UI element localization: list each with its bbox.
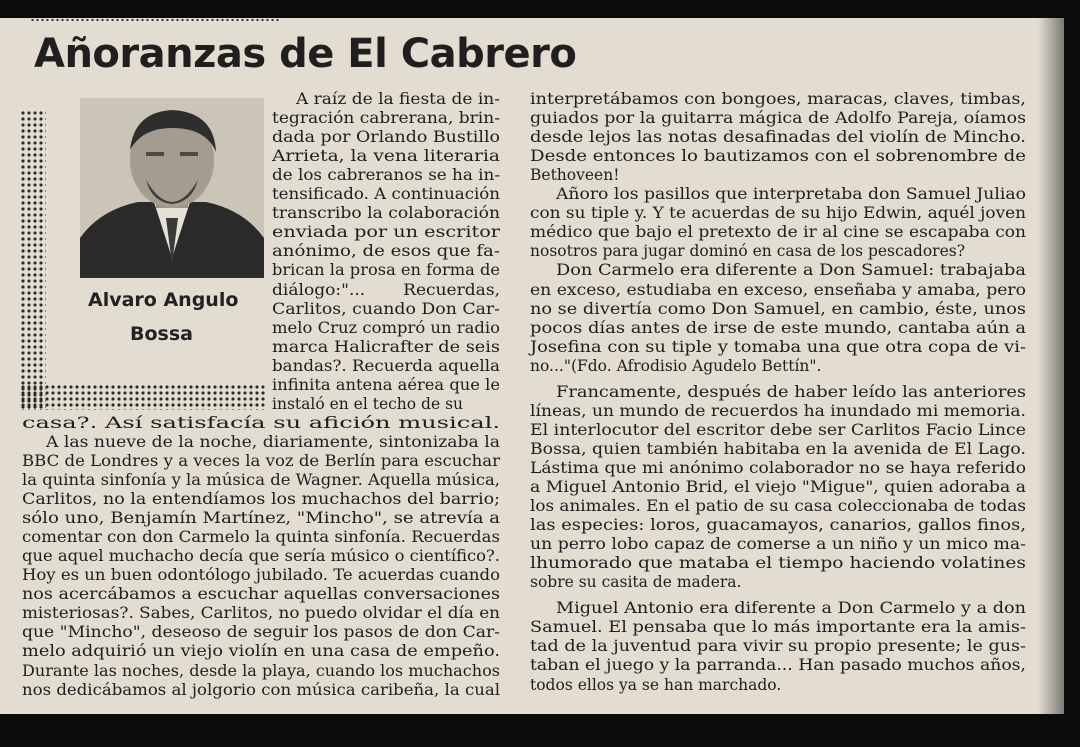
text-line: desde lejos las notas desafinadas del violín de Mincho. xyxy=(530,128,1026,147)
text-line: dada por Orlando Bustillo xyxy=(272,128,500,147)
text-line: las especies: loros, guacamayos, canarios, gallos finos, xyxy=(530,516,1026,535)
halftone-border-left xyxy=(20,110,46,410)
text-line: diálogo:"... Recuerdas, xyxy=(272,280,500,299)
author-name: Alvaro Angulo xyxy=(88,289,239,311)
text-line: instaló en el techo de su xyxy=(272,394,464,413)
text-line: la quinta sinfonía y la música de Wagner. Aquella música, xyxy=(22,471,501,489)
text-line: a Miguel Antonio Brid, el viejo "Migue", quien adoraba a xyxy=(530,478,1026,496)
text-line: enviada por un escritor xyxy=(272,223,501,242)
text-line: Carlitos, cuando Don Car- xyxy=(272,299,500,318)
text-line: Arrieta, la vena literaria xyxy=(272,147,500,166)
text-line: Lástima que mi anónimo colaborador no se haya referido xyxy=(530,458,1026,477)
text-line: Carlitos, no la entendíamos los muchachos del barrio; xyxy=(22,490,501,509)
author-photo xyxy=(80,98,264,278)
text-line: con su tiple y. Y te acuerdas de su hijo Edwin, aquél joven xyxy=(530,204,1027,223)
text-line: infinita antena aérea que le xyxy=(272,375,500,394)
halftone-border-bottom xyxy=(20,384,266,410)
text-line: Hoy es un buen odontólogo jubilado. Te acuerdas cuando xyxy=(22,566,501,585)
page-edge-shadow xyxy=(1038,18,1064,714)
text-line: en exceso, estudiaba en exceso, enseñaba y amaba, pero xyxy=(530,280,1026,299)
text-line: los animales. En el patio de su casa coleccionaba de todas xyxy=(530,497,1026,516)
text-line: que aquel muchacho decía que sería músico o científico?. xyxy=(22,547,501,566)
text-line: un perro lobo capaz de comerse a un niño y un mico ma- xyxy=(530,535,1026,554)
text-line: tegración cabrerana, brin- xyxy=(272,109,500,128)
text-line: sobre su casita de madera. xyxy=(530,573,742,592)
text-line: Samuel. El pensaba que lo más importante era la amis- xyxy=(530,618,1026,637)
text-line: marca Halicrafter de seis xyxy=(272,337,500,356)
text-line: guiados por la guitarra mágica de Adolfo Pareja, oíamos xyxy=(530,109,1026,128)
text-line: tensificado. A continuación xyxy=(272,185,500,204)
text-line: melo adquirió un viejo violín en una casa de empeño. xyxy=(22,642,500,661)
text-line: Josefina con su tiple y tomaba una que otra copa de vi- xyxy=(530,337,1027,356)
text-line: no se divertía como Don Samuel, en cambio, éste, unos xyxy=(530,299,1026,318)
text-line: todos ellos ya se han marchado. xyxy=(530,675,782,694)
text-line: sólo uno, Benjamín Martínez, "Mincho", se atrevía a xyxy=(22,509,501,528)
text-line: anónimo, de esos que fa- xyxy=(272,242,500,261)
text-line: misteriosas?. Sabes, Carlitos, no puedo olvidar el día en xyxy=(22,604,501,623)
text-line: Desde entonces lo bautizamos con el sobrenombre de xyxy=(530,147,1027,166)
text-line: bandas?. Recuerda aquella xyxy=(272,356,501,375)
text-line: A las nueve de la noche, diariamente, sintonizaba la xyxy=(46,432,501,451)
text-line: nosotros para jugar dominó en casa de los pescadores? xyxy=(530,242,966,261)
newspaper-clipping xyxy=(0,18,1064,714)
text-line: que "Mincho", deseoso de seguir los pasos de don Car- xyxy=(22,623,500,642)
text-line: nos dedicábamos al jolgorio con música caribeña, la cual xyxy=(22,680,501,699)
text-line: Durante las noches, desde la playa, cuando los muchachos xyxy=(22,661,501,680)
text-line: Bossa, quien también habitaba en la avenida de El Lago. xyxy=(530,439,1026,458)
text-line: comentar con don Carmelo la quinta sinfonía. Recuerdas xyxy=(22,528,500,547)
text-line: transcribo la colaboración xyxy=(272,204,501,223)
text-line: casa?. Así satisfacía su afición musical. xyxy=(22,413,500,432)
text-line: A raíz de la fiesta de in- xyxy=(296,90,501,108)
text-line: Bethoveen! xyxy=(530,166,620,185)
text-line: líneas, un mundo de recuerdos ha inundado mi memoria. xyxy=(530,401,1026,420)
text-line: tad de la juventud para vivir su propio presente; le gus- xyxy=(530,637,1026,656)
text-line: melo Cruz compró un radio xyxy=(272,318,500,337)
author-surname: Bossa xyxy=(130,323,193,345)
text-line: lhumorado que mataba el tiempo haciendo volatines xyxy=(530,554,1027,573)
text-line: de los cabreranos se ha in- xyxy=(272,166,501,185)
text-line: Añoro los pasillos que interpretaba don Samuel Juliao xyxy=(556,185,1026,204)
text-line: no..."(Fdo. Afrodisio Agudelo Bettín". xyxy=(530,356,822,375)
text-line: El interlocutor del escritor debe ser Carlitos Facio Lince xyxy=(530,420,1026,439)
author-portrait-icon xyxy=(80,98,264,278)
text-line: Miguel Antonio era diferente a Don Carmelo y a don xyxy=(556,599,1027,618)
text-line: Francamente, después de haber leído las anteriores xyxy=(556,382,1027,401)
text-line: BBC de Londres y a veces la voz de Berlín para escuchar xyxy=(22,451,500,470)
top-dotted-border xyxy=(30,18,280,22)
text-line: brican la prosa en forma de xyxy=(272,261,501,280)
text-line: interpretábamos con bongoes, maracas, claves, timbas, xyxy=(530,90,1026,108)
text-line: nos acercábamos a escuchar aquellas conversaciones xyxy=(22,585,500,604)
headline: Añoranzas de El Cabrero xyxy=(34,31,577,77)
text-line: Don Carmelo era diferente a Don Samuel: trabajaba xyxy=(556,261,1026,280)
text-line: médico que bajo el pretexto de ir al cine se escapaba con xyxy=(530,223,1027,242)
text-line: taban el juego y la parranda... Han pasado muchos años, xyxy=(530,656,1026,675)
text-line: pocos días antes de irse de este mundo, cantaba aún a xyxy=(530,318,1027,337)
